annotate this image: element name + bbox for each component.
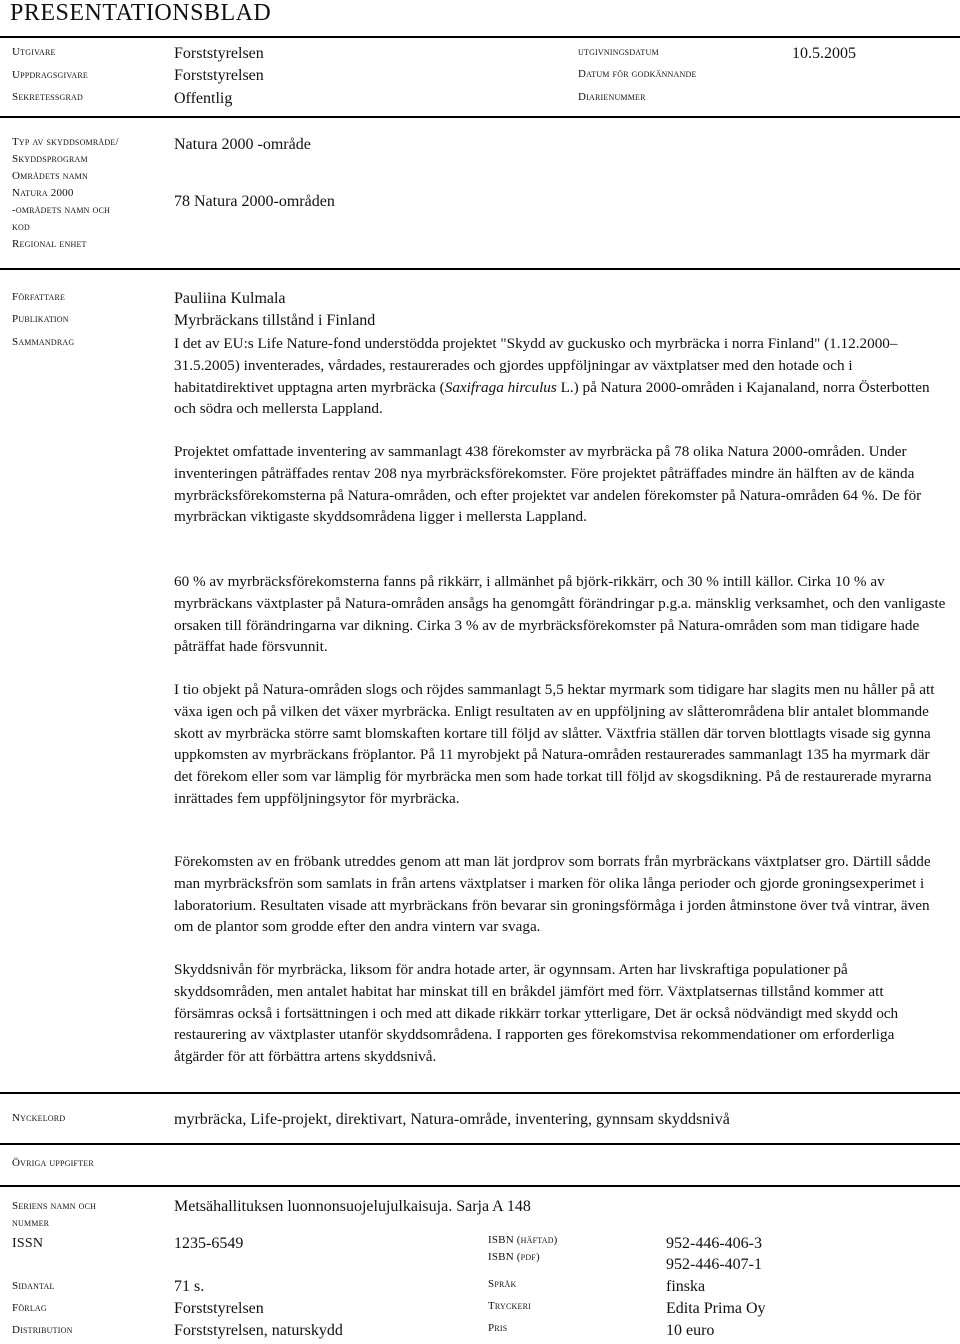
summary-paragraph-3: 60 % av myrbräcksförekomsterna fanns på rikkärr, i allmänhet på björk-rikkärr, och 30 % intill källor. Cirka 10 % av myrbräckans växtplaster på Natura-områden ansågs ha genomgått förändringar p.g.a. mänsklig verksamhet, och den vanligaste orsaken till förändringarna var dikning. Cirka 3 % av de myrbräcksförekomster på Natura-områden som man tidigare hade påträffat hade försvunnit. — [174, 573, 946, 656]
nyckelord-value: myrbräcka, Life-projekt, direktivart, Natura-område, inventering, gynnsam skyddsnivå — [174, 1111, 730, 1128]
kod-label-line2: -områdets namn och — [12, 204, 111, 216]
forfattare-label: Författare — [12, 291, 66, 303]
summary-paragraph-2: Projektet omfattade inventering av sammanlagt 438 förekomster av myrbräcka på 78 olika Natura 2000-områden. Under inventeringen påträffades rentav 208 nya myrbräcksförekomster. Före projektet påträffades mindre än hälften av de kända myrbräcksförekomsterna på Natura-områden, och efter projektet var andelen förekomster på Natura-områden 64 %. De för myrbräckan viktigaste skyddsområdena ligger i mellersta Lappland. — [174, 443, 922, 526]
typ-label-line2: Skyddsprogram — [12, 153, 88, 165]
issn-value: 1235-6549 — [174, 1235, 244, 1252]
divider — [0, 1092, 960, 1094]
datum-godkannande-label: Datum för godkännande — [578, 68, 697, 80]
serie-value: Metsähallituksen luonnonsuojelujulkaisuja. Sarja A 148 — [174, 1198, 531, 1215]
divider — [0, 116, 960, 118]
summary-paragraph-6: Skyddsnivån för myrbräcka, liksom för andra hotade arter, är ogynnsam. Arten har livskraftiga populationer på skyddsområden, men antalet habitat har minskat till en bråkdel jämfört med förr. Växtplatsernas tillstånd kommer att försämras också i fortsättningen i och med att dikade rikkärr torkar ytterligare, Det är också nödvändigt med skydd och restaurering av växtplaster utanför skyddsområdena. I rapporten ges förekomstvisa rekommendationer om erforderliga åtgärder för att förbättra artens skyddsnivå. — [174, 961, 899, 1066]
sidantal-label: Sidantal — [12, 1280, 55, 1292]
typ-label-line1: Typ av skyddsområde/ — [12, 136, 119, 148]
divider — [0, 1143, 960, 1145]
page-title: PRESENTATIONSBLAD — [10, 0, 272, 26]
sprak-label: Språk — [488, 1278, 517, 1290]
diarienummer-label: Diarienummer — [578, 91, 646, 103]
summary-paragraph-4: I tio objekt på Natura-områden slogs och röjdes sammanlagt 5,5 hektar myrmark som tidigare har slagits men nu håller på att växa igen och på vilken det växer myrbräcka. Enligt resultaten av en uppföljning av slåtterområdena blir antalet blommande skott av myrbräcka större samt blomskaften kortare till följd av slåtter. Växtfria ställen där torven blottlagts visade sig gynna uppkomsten av myrbräckans fröplantor. På 11 myrobjekt på Natura-områden restaurerades sammanlagt 135 ha myrmark där det förekom eller som var lämplig för myrbräcka men som hade torkat till följd av skogsdikning. På de restaurerade myrarna inrättades fem uppföljningsytor för myrbräcka. — [174, 681, 935, 807]
forlag-value: Forststyrelsen — [174, 1300, 264, 1317]
sprak-value: finska — [666, 1278, 706, 1295]
typ-value: Natura 2000 -område — [174, 136, 311, 153]
isbn-haftad-label: ISBN (häftad) — [488, 1234, 558, 1246]
utgivningsdatum-value: 10.5.2005 — [792, 45, 856, 62]
divider — [0, 36, 960, 38]
sekretessgrad-label: Sekretessgrad — [12, 91, 83, 103]
summary-paragraph-1 — [174, 333, 946, 420]
publikation-label: Publikation — [12, 313, 69, 325]
serie-label — [12, 1198, 96, 1232]
divider — [0, 268, 960, 270]
forfattare-value: Pauliina Kulmala — [174, 290, 286, 307]
kod-value: 78 Natura 2000-områden — [174, 193, 335, 210]
species-name: Saxifraga hirculus — [444, 378, 557, 396]
kod-label-line3: kod — [12, 221, 30, 233]
pris-label: Pris — [488, 1322, 508, 1334]
summary-p1-text-b: L.) på Natura 2000-områden i Kajanaland, norra Österbotten och södra och mellersta Lappland. — [174, 378, 930, 418]
regional-enhet-label: Regional enhet — [12, 238, 87, 250]
tryckeri-label: Tryckeri — [488, 1300, 531, 1312]
serie-label-line2: nummer — [12, 1217, 50, 1229]
distribution-label: Distribution — [12, 1324, 73, 1336]
sidantal-value: 71 s. — [174, 1278, 205, 1295]
kod-label-line1: Natura 2000 — [12, 187, 74, 199]
serie-label-line1: Seriens namn och — [12, 1200, 97, 1212]
publikation-value: Myrbräckans tillstånd i Finland — [174, 312, 376, 329]
utgivare-label: Utgivare — [12, 46, 56, 58]
isbn-pdf-value: 952-446-407-1 — [666, 1256, 762, 1273]
pris-value: 10 euro — [666, 1322, 715, 1339]
tryckeri-value: Edita Prima Oy — [666, 1300, 766, 1317]
divider — [0, 1185, 960, 1187]
sammandrag-label: Sammandrag — [12, 336, 75, 348]
issn-label: ISSN — [12, 1236, 44, 1251]
uppdragsgivare-label: Uppdragsgivare — [12, 69, 88, 81]
utgivare-value: Forststyrelsen — [174, 45, 264, 62]
typ-label — [12, 134, 119, 253]
forlag-label: Förlag — [12, 1302, 47, 1314]
distribution-value: Forststyrelsen, naturskydd — [174, 1322, 343, 1339]
summary-paragraph-5: Förekomsten av en fröbank utreddes genom att man lät jordprov som borrats från myrbräckans växtplatser gro. Därtill sådde man myrbräcksfrön som samlats in från artens växtplatser i marken för olika långa perioder och gjorde groningsexperimet i laboratorium. Resultaten visade att myrbräckans frön bevarar sin groningsförmåga i jorden åtminstone över två vintrar, även om de plantor som grodde efter den andra vintern var svaga. — [174, 853, 931, 936]
utgivningsdatum-label: utgivningsdatum — [578, 46, 659, 58]
summary-p1-text-a: I det av EU:s Life Nature-fond understödda projektet "Skydd av guckusko och myrbräcka i norra Finland" (1.12.2000–31.5.2005) inventerades, vårdades, restaurerades och gjordes uppföljningar av växtplatser med den hotade och i habitatdirektivet upptagna arten myrbräcka ( — [174, 335, 898, 396]
uppdragsgivare-value: Forststyrelsen — [174, 67, 264, 84]
omradets-namn-label: Områdets namn — [12, 170, 88, 182]
nyckelord-label: Nyckelord — [12, 1112, 66, 1124]
sekretessgrad-value: Offentlig — [174, 90, 233, 107]
isbn-pdf-label: ISBN (pdf) — [488, 1251, 540, 1263]
isbn-haftad-value: 952-446-406-3 — [666, 1235, 762, 1252]
ovriga-uppgifter-label: Övriga uppgifter — [12, 1157, 94, 1169]
